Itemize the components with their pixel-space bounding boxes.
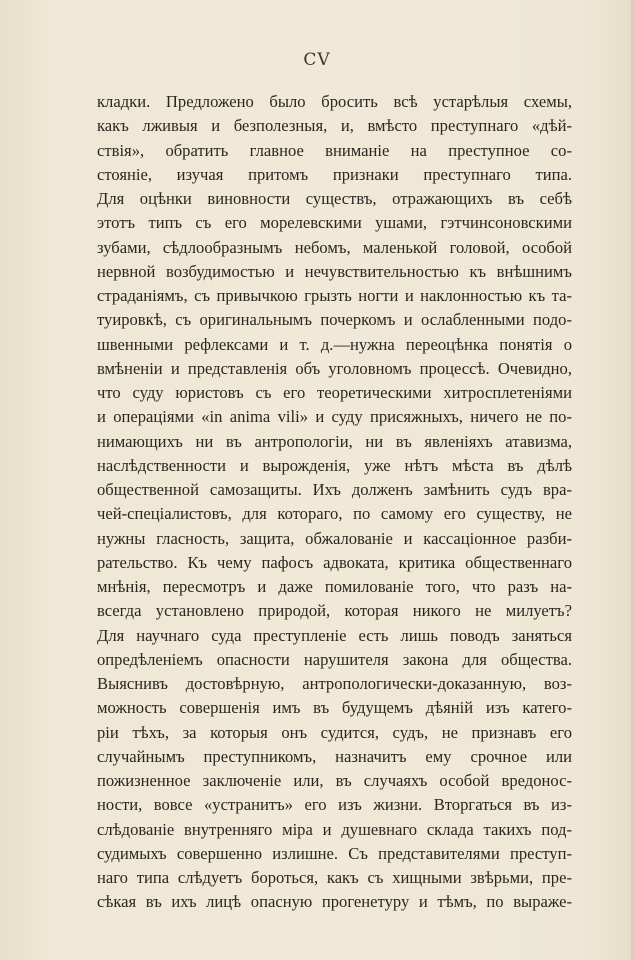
text-line: судимыхъ совершенно излишне. Съ представителями преступ-	[97, 843, 572, 863]
text-line: мнѣнія, пересмотръ и даже помилованіе того, что разъ на-	[97, 577, 572, 596]
text-line: случайнымъ преступникомъ, назначитъ ему срочное или	[97, 746, 572, 766]
text-line: чей-спеціалистовъ, для котораго, по самому его существу, не	[97, 504, 572, 524]
text-line: какъ лживыя и безполезныя, и, вмѣсто преступнаго «дѣй-	[97, 116, 572, 136]
text-line: нужны гласность, защита, обжалованіе и кассаціонное разби-	[97, 528, 572, 548]
text-line: сѣкая въ ихъ лицѣ опасную прогенетуру и тѣмъ, по выраже-	[97, 892, 572, 912]
text-line: рательство. Къ чему пафосъ адвоката, критика общественнаго	[97, 552, 572, 572]
text-line: общественной самозащиты. Ихъ долженъ замѣнить судъ вра-	[97, 480, 572, 499]
page-number: CV	[303, 50, 331, 70]
text-line: слѣдованіе внутренняго міра и душевнаго склада такихъ под-	[97, 819, 572, 839]
text-line: всегда установлено природой, которая никого не милуетъ?	[97, 601, 572, 621]
text-line: Выяснивъ достовѣрную, антропологически-доказанную, воз-	[97, 674, 572, 693]
body-text	[97, 90, 572, 915]
text-line: ріи тѣхъ, за которыя онъ судится, судъ, не признавъ его	[97, 722, 572, 742]
text-line: нимающихъ ни въ антропологіи, ни въ явленіяхъ атавизма,	[97, 431, 572, 451]
text-line: наго типа слѣдуетъ бороться, какъ съ хищными звѣрьми, пре-	[97, 868, 572, 887]
text-line: нервной возбудимостью и нечувствительностью къ внѣшнимъ	[97, 261, 572, 281]
text-line: что суду юристовъ съ его теоретическими хитросплетеніями	[97, 383, 572, 402]
text-line: можность совершенія имъ въ будущемъ дѣяній изъ катего-	[97, 698, 572, 718]
text-line: и операціями «in anima vili» и суду присяжныхъ, ничего не по-	[97, 407, 572, 427]
text-line: пожизненное заключеніе или, въ случаяхъ особой вредонос-	[97, 771, 572, 790]
text-line: страданіямъ, съ привычкою грызть ногти и наклонностью къ та-	[97, 286, 572, 305]
text-line: туировкѣ, съ оригинальнымъ почеркомъ и ослабленными подо-	[97, 310, 572, 330]
text-line: вмѣненіи и представленія объ уголовномъ процессѣ. Очевидно,	[97, 358, 572, 378]
text-line: Для оцѣнки виновности существъ, отражающихъ въ себѣ	[97, 189, 572, 208]
text-line: ствія», обратить главное вниманіе на преступное со-	[97, 140, 572, 160]
text-line: ности, вовсе «устранитъ» его изъ жизни. Вторгаться въ из-	[97, 795, 572, 815]
text-line: стояніе, изучая притомъ признаки преступнаго типа.	[97, 164, 572, 184]
text-line: Для научнаго суда преступленіе есть лишь поводъ заняться	[97, 625, 572, 645]
text-line: наслѣдственности и вырожденія, уже нѣтъ мѣста въ дѣлѣ	[97, 455, 572, 475]
text-line: кладки. Предложено было бросить всѣ устарѣлыя схемы,	[97, 92, 572, 111]
text-line: этотъ типъ съ его морелевскими ушами, гэтчинсоновскими	[97, 213, 572, 233]
text-line: зубами, сѣдлообразнымъ небомъ, маленькой головой, особой	[97, 237, 572, 257]
text-line: опредѣленіемъ опасности нарушителя закона для общества.	[97, 649, 572, 669]
text-line: швенными рефлексами и т. д.—нужна переоцѣнка понятія о	[97, 334, 572, 354]
